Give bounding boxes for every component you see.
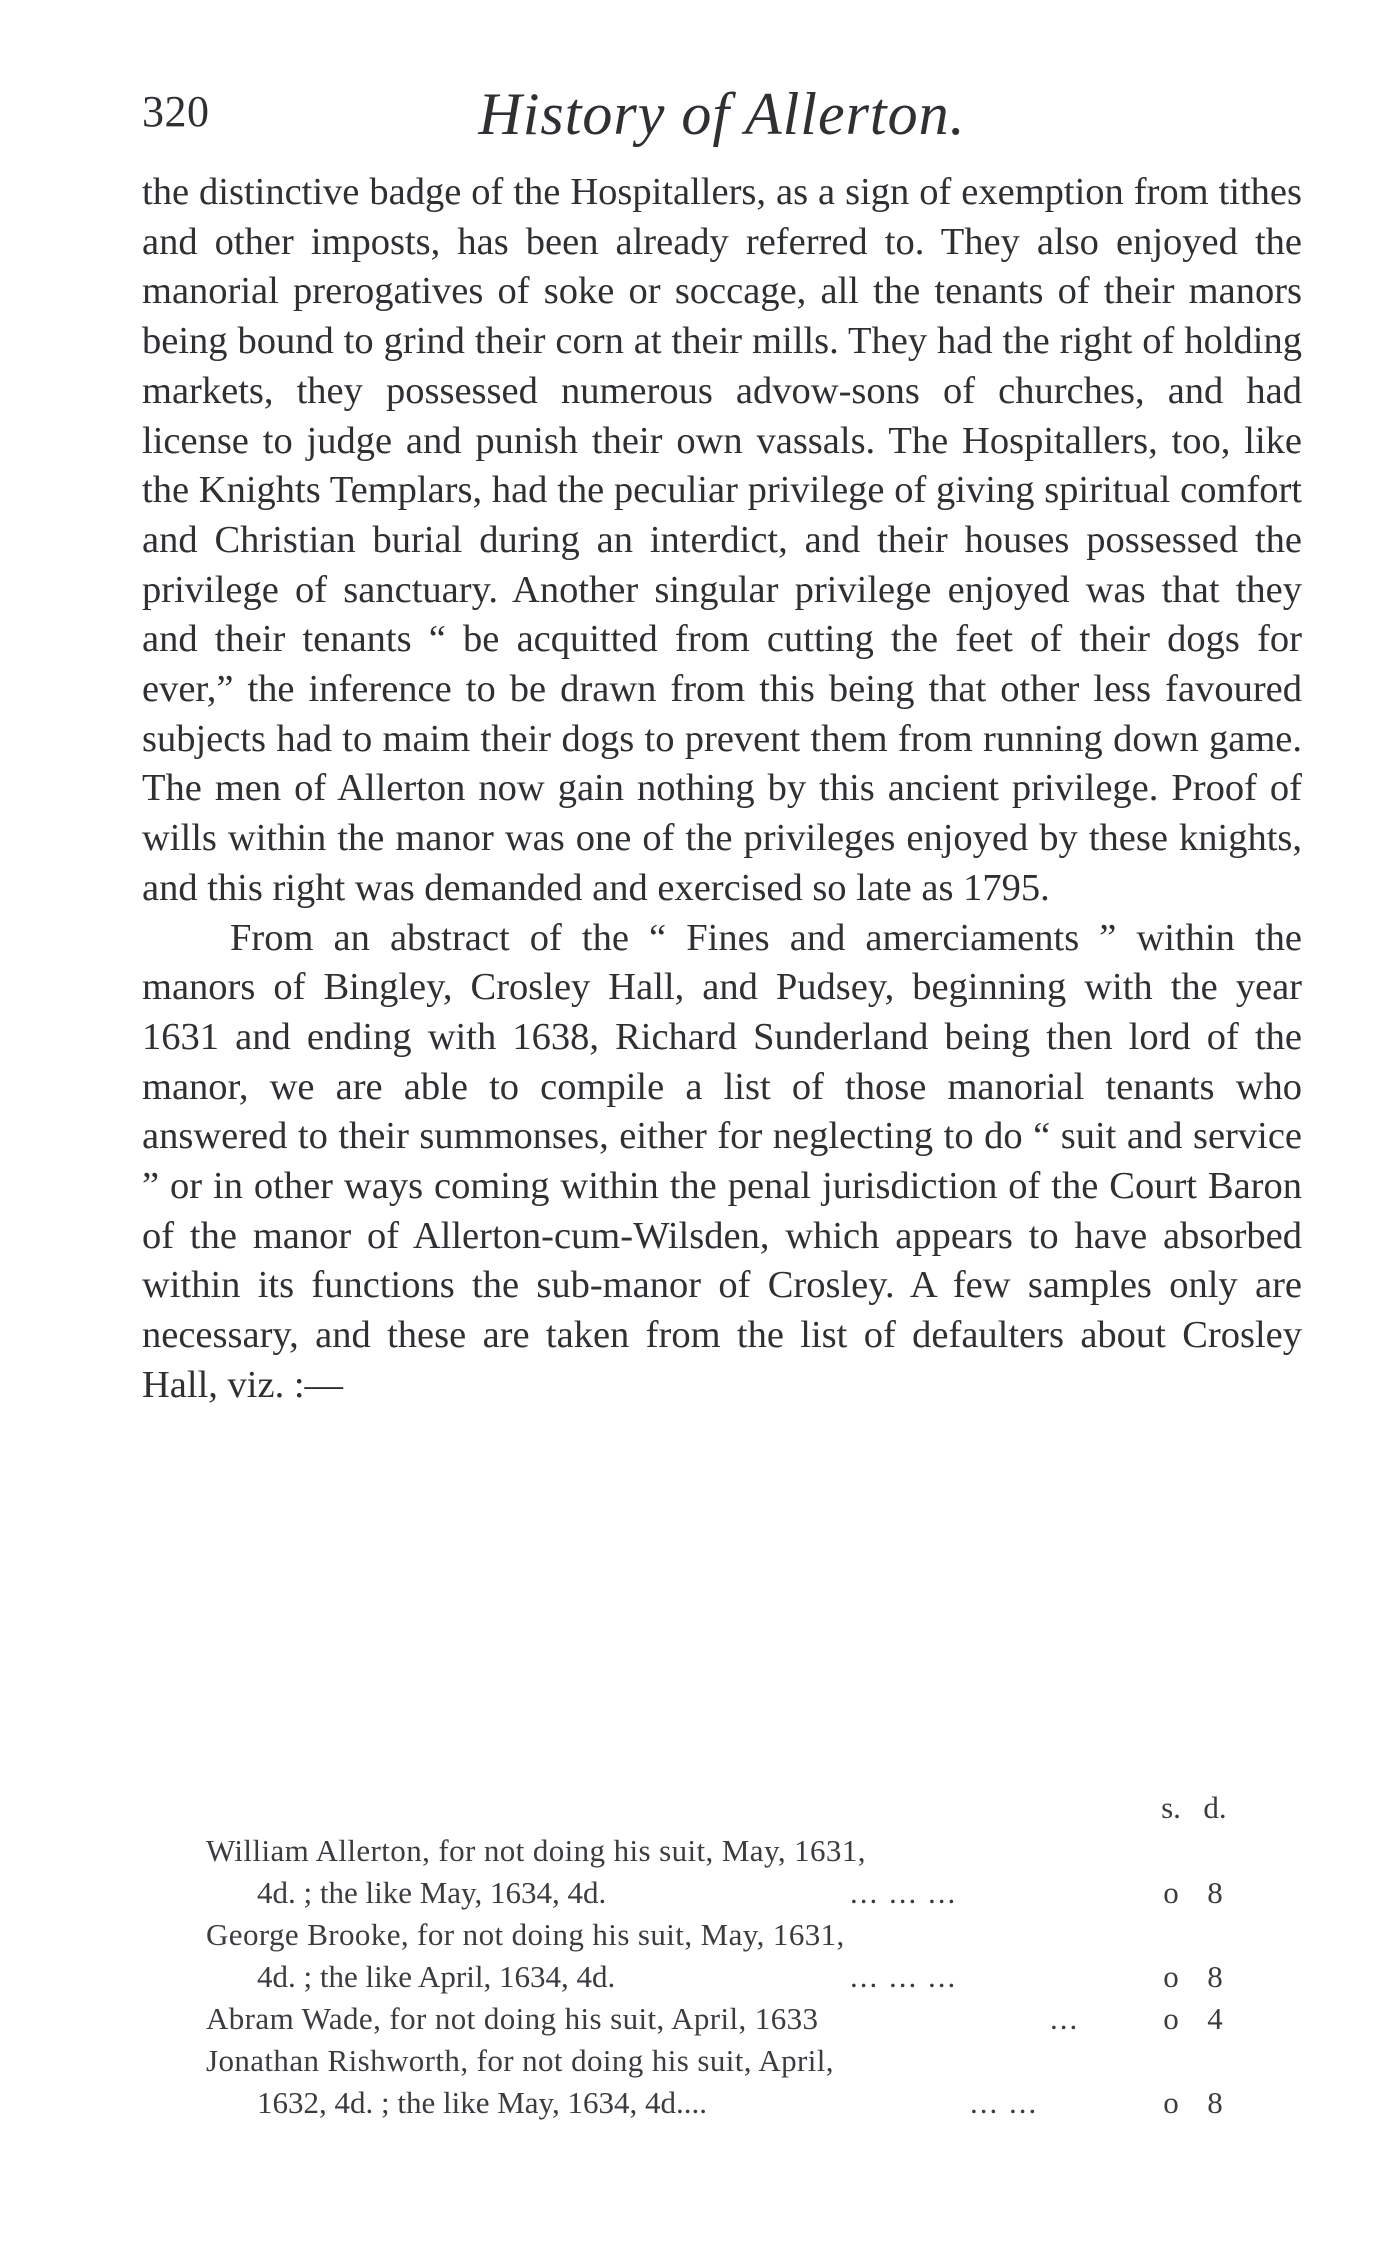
- entry-text: Abram Wade, for not doing his suit, April, 1633: [206, 2001, 819, 2036]
- running-title: History of Allerton.: [478, 81, 966, 147]
- shillings-value: o: [1163, 1959, 1179, 1994]
- entry-text: 1632, 4d. ; the like May, 1634, 4d....: [257, 2085, 708, 2120]
- entry-text: Jonathan Rishworth, for not doing his suit, April,: [206, 2043, 834, 2078]
- pence-value: 8: [1207, 1959, 1223, 1994]
- shillings-value: o: [1163, 2001, 1179, 2036]
- dot-leaders: ...: [1050, 2001, 1080, 2036]
- pence-value: 8: [1207, 2085, 1223, 2120]
- dot-leaders: ... ... ...: [850, 1959, 958, 1994]
- page-number: 320: [142, 87, 210, 136]
- page-header: [142, 80, 1302, 150]
- entry-text: William Allerton, for not doing his suit, May, 1631,: [206, 1833, 866, 1868]
- paragraph: From an abstract of the “ Fines and amerciaments ” within the manors of Bingley, Crosley Hall, and Pudsey, beginning with the year 1631 and ending with 1638, Richard Sunderland being then lord of the manor, we are able to compile a list of those manorial tenants who answered to their summonses, either for neglecting to do “ suit and service ” or in other ways coming within the penal jurisdiction of the Court Baron of the manor of Allerton-cum-Wilsden, which appears to have absorbed within its functions the sub-manor of Crosley. A few samples only are necessary, and these are taken from the list of defaulters about Crosley Hall, viz. :—: [142, 916, 1302, 1406]
- shillings-value: o: [1163, 2085, 1179, 2120]
- dot-leaders: ... ... ...: [850, 1875, 958, 1910]
- shillings-column-header: s.: [1161, 1790, 1181, 1825]
- pence-column-header: d.: [1203, 1790, 1227, 1825]
- ledger-entry: [142, 2040, 1232, 2124]
- entry-text: 4d. ; the like May, 1634, 4d.: [257, 1875, 607, 1910]
- ledger-entry: [142, 1914, 1232, 1998]
- body-text: [142, 168, 1302, 1411]
- ledger-header: [142, 1790, 1232, 1830]
- paragraph: the distinctive badge of the Hospitallers, as a sign of exemption from tithes and other imposts, has been already referred to. They also enjoyed the manorial prerogatives of soke or soccage, all the tenants of their manors being bound to grind their corn at their mills. They had the right of holding markets, they possessed numerous advow-sons of churches, and had license to judge and punish their own vassals. The Hospitallers, too, like the Knights Templars, had the peculiar privilege of giving spiritual comfort and Christian burial during an interdict, and their houses possessed the privilege of sanctuary. Another singular privilege enjoyed was that they and their tenants “ be acquitted from cutting the feet of their dogs for ever,” the inference to be drawn from this being that other less favoured subjects had to maim their dogs to prevent them from running down game. The men of Allerton now gain nothing by this ancient privilege. Proof of wills within the manor was one of the privileges enjoyed by these knights, and this right was demanded and exercised so late as 1795.: [142, 171, 1302, 909]
- entry-text: George Brooke, for not doing his suit, May, 1631,: [206, 1917, 845, 1952]
- shillings-value: o: [1163, 1875, 1179, 1910]
- pence-value: 8: [1207, 1875, 1223, 1910]
- ledger-entry: [142, 1998, 1232, 2040]
- entry-text: 4d. ; the like April, 1634, 4d.: [257, 1959, 616, 1994]
- dot-leaders: ... ...: [970, 2085, 1039, 2120]
- fines-ledger: [142, 1790, 1232, 2124]
- pence-value: 4: [1207, 2001, 1223, 2036]
- ledger-entry: [142, 1830, 1232, 1914]
